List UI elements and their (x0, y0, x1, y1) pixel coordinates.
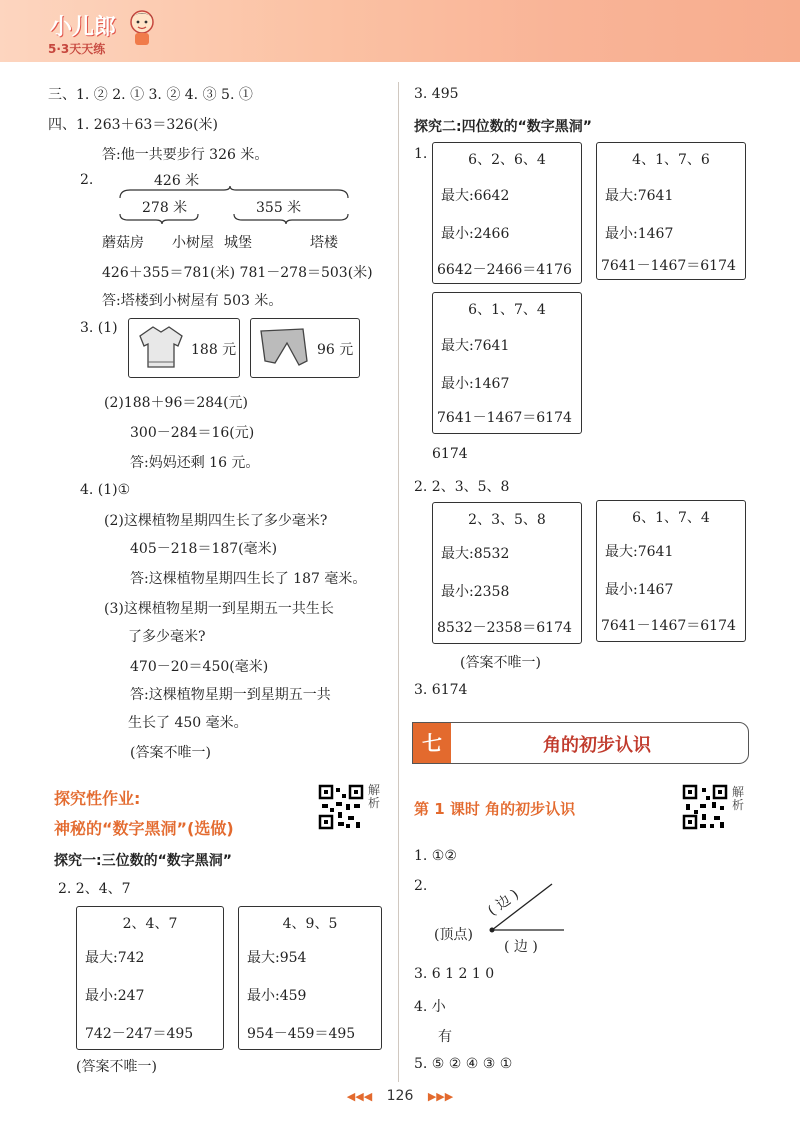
header-band (0, 0, 800, 62)
lesson-a4b: 有 (438, 1029, 452, 1045)
explore2-box-5 (596, 500, 746, 642)
s4-note: (答案不唯一) (130, 745, 211, 761)
box-max: 最大:7641 (605, 544, 674, 560)
lesson-a1: 1. ①② (414, 848, 457, 864)
explore2-q1-number: 1. (414, 146, 428, 162)
s4-q1-equation: 四、1. 263＋63＝326(米) (48, 117, 218, 133)
place-tree-house: 小树屋 (172, 235, 214, 251)
box-min: 最小:247 (85, 988, 145, 1004)
s4-q4-2-answer: 答:这棵植物星期四生长了 187 毫米。 (130, 571, 367, 587)
explore1-note: (答案不唯一) (76, 1059, 157, 1075)
diagram-segment-a-label: 278 米 (142, 200, 188, 216)
logo-subtitle: 5·3天天练 (48, 42, 106, 56)
qr-analysis-label[interactable]: 解析 (732, 785, 745, 812)
explore1-q2: 2. 2、4、7 (58, 881, 131, 897)
s4-q4-3-question-line2: 了多少毫米? (128, 629, 206, 645)
s4-q2-number: 2. (80, 172, 94, 188)
s4-q3-eq1: (2)188＋96＝284(元) (104, 395, 249, 411)
right-q3: 3. 495 (414, 86, 459, 102)
section3-answers: 三、1. ② 2. ① 3. ② 4. ③ 5. ① (48, 87, 253, 103)
explore1-title: 探究一:三位数的“数字黑洞” (54, 853, 233, 869)
unit-banner (412, 722, 749, 764)
box-min: 最小:1467 (605, 582, 674, 598)
diagram-total-label: 426 米 (154, 173, 200, 189)
pants-icon (257, 325, 311, 369)
s4-q4-3-answer-line2: 生长了 450 毫米。 (128, 715, 248, 731)
box-min: 最小:1467 (441, 376, 510, 392)
sweater-price: 188 元 (191, 342, 237, 358)
explore2-q3: 3. 6174 (414, 682, 468, 698)
explore2-title: 探究二:四位数的“数字黑洞” (414, 119, 593, 135)
box-min: 最小:2358 (441, 584, 510, 600)
box-digits: 2、3、5、8 (468, 512, 546, 528)
box-equation: 7641－1467＝6174 (601, 258, 736, 274)
box-max: 最大:7641 (441, 338, 510, 354)
box-digits: 4、1、7、6 (632, 152, 710, 168)
qr-analysis-label[interactable]: 解析 (368, 783, 381, 810)
qr-code-icon[interactable] (318, 784, 364, 830)
lesson-a2: 2. (414, 878, 428, 894)
s4-q3-eq2: 300－284＝16(元) (130, 425, 255, 441)
qr-code-icon[interactable] (682, 784, 728, 830)
explore2-q2: 2. 2、3、5、8 (414, 479, 510, 495)
logo-boy-icon (126, 8, 158, 46)
box-digits: 6、1、7、4 (632, 510, 710, 526)
next-arrows-icon: ▶▶▶ (427, 1090, 454, 1103)
s4-q4-3-answer-line1: 答:这棵植物星期一到星期五一共 (130, 687, 331, 703)
box-digits: 6、1、7、4 (468, 302, 546, 318)
place-tower: 塔楼 (310, 235, 338, 251)
s4-q4-2-equation: 405－218＝187(毫米) (130, 541, 278, 557)
angle-edge-top-label: ( 边 ) (485, 886, 522, 920)
explore-heading: 探究性作业: (54, 789, 141, 808)
box-min: 最小:459 (247, 988, 307, 1004)
sweater-icon (137, 324, 185, 370)
box-digits: 4、9、5 (282, 916, 338, 932)
explore2-box-3 (432, 292, 582, 434)
s4-q2-equation: 426＋355＝781(米) 781－278＝503(米) (102, 265, 373, 281)
explore2-box-1 (432, 142, 582, 284)
s4-q4-3-equation: 470－20＝450(毫米) (130, 659, 269, 675)
place-castle: 城堡 (224, 235, 252, 251)
explore2-box-4 (432, 502, 582, 644)
unit-number: 七 (413, 723, 451, 763)
box-max: 最大:8532 (441, 546, 510, 562)
page-number: 126 (386, 1088, 414, 1104)
logo-title: 小儿郎 (50, 15, 117, 40)
pants-price-card (250, 318, 360, 378)
unit-title: 角的初步认识 (543, 735, 651, 756)
page-footer (0, 1088, 800, 1104)
lesson-a5: 5. ⑤ ② ④ ③ ① (414, 1056, 513, 1072)
box-min: 最小:1467 (605, 226, 674, 242)
column-divider (398, 82, 399, 1082)
box-equation: 7641－1467＝6174 (437, 410, 572, 426)
box-equation: 742－247＝495 (85, 1026, 194, 1042)
box-max: 最大:742 (85, 950, 145, 966)
s4-q4-3-question-line1: (3)这棵植物星期一到星期五一共生长 (104, 601, 334, 617)
explore1-box-1 (76, 906, 224, 1050)
explore1-box-2 (238, 906, 382, 1050)
s4-q4-2-question: (2)这棵植物星期四生长了多少毫米? (104, 513, 328, 529)
box-digits: 6、2、6、4 (468, 152, 546, 168)
explore-subheading: 神秘的“数字黑洞”(选做) (54, 819, 234, 838)
box-equation: 7641－1467＝6174 (601, 618, 736, 634)
explore2-note: (答案不唯一) (460, 655, 541, 671)
s4-q2-answer: 答:塔楼到小树屋有 503 米。 (102, 293, 283, 309)
prev-arrows-icon: ◀◀◀ (346, 1090, 373, 1103)
s4-q3-label: 3. (1) (80, 320, 118, 336)
box-max: 最大:6642 (441, 188, 510, 204)
box-max: 最大:954 (247, 950, 307, 966)
box-equation: 954－459＝495 (247, 1026, 356, 1042)
place-mushroom-house: 蘑菇房 (102, 235, 144, 251)
lesson-a3: 3. 6 1 2 1 0 (414, 966, 495, 982)
s4-q1-answer: 答:他一共要步行 326 米。 (102, 147, 269, 163)
explore2-box-2 (596, 142, 746, 280)
s4-q4-1: 4. (1)① (80, 482, 131, 498)
sweater-price-card (128, 318, 240, 378)
box-min: 最小:2466 (441, 226, 510, 242)
box-equation: 6642－2466＝4176 (437, 262, 572, 278)
lesson-title: 第 1 课时 角的初步认识 (414, 800, 576, 818)
lesson-a4: 4. 小 (414, 999, 446, 1015)
diagram-segment-b-label: 355 米 (256, 200, 302, 216)
explore2-result: 6174 (432, 446, 468, 462)
box-equation: 8532－2358＝6174 (437, 620, 572, 636)
box-digits: 2、4、7 (122, 916, 178, 932)
box-max: 最大:7641 (605, 188, 674, 204)
pants-price: 96 元 (317, 342, 354, 358)
angle-vertex-label: (顶点) (434, 927, 473, 943)
angle-edge-bottom-label: ( 边 ) (504, 939, 538, 955)
s4-q3-answer: 答:妈妈还剩 16 元。 (130, 455, 260, 471)
